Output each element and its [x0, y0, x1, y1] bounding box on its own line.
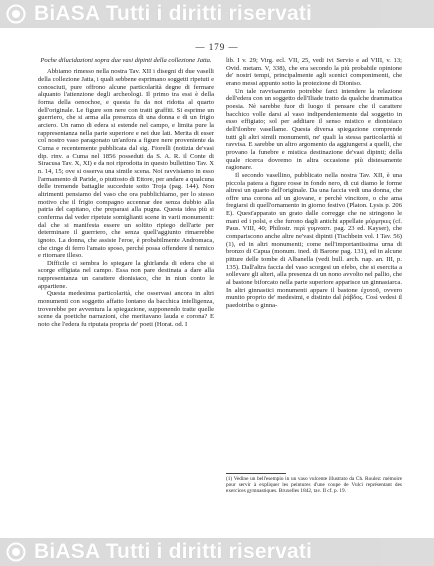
biasa-logo-icon [6, 542, 26, 562]
watermark-text: BiASA Tutti i diritti riservati [34, 540, 313, 563]
paragraph: Questa medesima particolarità, che osservasi ancora in altri monumenti con soggetto affatto lontano da bacchica intelligenza, troverebbe per avventura la spiegazione, supponendo tratte quelle scene da poetiche narrazioni, che meritavano lauda e corona? E noto che l'edera fu riputata propria de' poeti (Horat. od. I [38, 290, 214, 329]
right-column [226, 57, 402, 310]
footnote: (1) Vedine un bell'esempio in un vaso vulcente illustrato da Ch. Roulez: mémoire pour servir à expliquer les peintures d'une coupe de Vulci représentant des exercices gymnastiques. Bruxelles 1842, tav. II cf. p. 19. [226, 476, 402, 495]
article-title: Poche dilucidazioni sopra due vasi dipinti della collezione Jatta. [40, 57, 212, 64]
watermark-text: BiASA Tutti i diritti riservati [34, 2, 313, 25]
paragraph: Un tale ravvisamento potrebbe farci intendere la relazione dell'edera con un soggetto dell'Iliade tratto da qualche drammatica poesia. Nè sarebbe fuor di luogo il pensare che il carattere bacchico volle darsi al vaso indipendentemente dal soggetto in esso effigiato; sol per additare il senso mistico e dionisiaco dell'ilonbre vasellame. Questa diversa spiegazione comprende tutti gli altri simili monumenti, ne' quali la stessa particolarità si ravvisa. E sarebbe un altro argomento da aggiungersi a quelli, che provano la funebre e mistica destinazione de'vasi dipinti; della quale ricerca dovremo in altra occasione più distesamente ragionare. [226, 87, 402, 172]
watermark-banner-bottom [0, 538, 434, 566]
paragraph: Difficile ci sembra lo spiegare la ghirlanda di edera che si scorge effigiata nel campo. Essa non pare destinata a dare alla rappresentanza un carattere dionisiaco, che in niun conto le appartiene. [38, 259, 214, 290]
paragraph: Abbiamo rimesso nella nostra Tav. XII i disegni di due vaselli della collezione Jatta, i quali sebbene esprimano soggetti ripetuti e conosciuti, pure offrono alcune particolarità degne di fermare alquanto l'attenzione degli archeologi. Il primo tra essi è della forma della oenochoe, e questa fu da noi ridotta al quarto dell'originale. Le figure son nere con tratti graffiti. Si esprime un guerriero, che si arma alla presenza di una donna e di un frigio arciero. Un ramo di edera si estende nel campo, e limita pure la rappresentanza nella parte superiore e nei due lati. Merita di esser col nostro vaso paragonato un'anfora a figure nere proveniente da Cuma e recentemente pubblicata dal sig. Fiorelli (notizia de'vasi dip. rinv. a Cuma nel 1856 posseduti da S. A. R. il Conte di Siracusa Tav. X, XI) e da noi riprodotta in questo bullettino Tav. X n. 14, 15; ove si osserva una simile scena. Noi ravvisiamo in esso l'armamento di Paride, o piuttosto di Ettore, per andare a qualcuna delle tremende battaglie succedute sotto Troja (pag. 144). Non altrimenti pensiamo del vaso che ora pubblichiamo, per lo stesso motivo che il frigio compagno accennar dee senza dubbio alla patria del capitano, che preparasi alla pugna. Questa idea più si conferma dal veder ripetute somiglianti scene in varii monumenti: dal che si manifesta essere un soltito ripiego dell'arte per determinare il guerriero, che senza quell'aggiunto rimarrebbe ignoto. La donna, che assiste l'eroe, è probabilmente Andromaca, che cinge di ferro l'amato sposo, perché possa offendere il nemico e ritornare illeso. [38, 68, 214, 260]
paragraph: Il secondo vasellino, pubblicato nella nostra Tav. XII, è una piccola patera a figure rosse in fondo nero, di cui diamo le forme altresi un quarto dell'originale. Da una faccia vedi una donna, che offre una corona ad un giovane, e perchè vincitore, o che ama fregiarsi di quell'ornamento in giorno festivo (Platon. Lysis p. 206 E). Quest'apparato un grato dalle corregge che ne stringono le mani ed i polsi, e che furono dagli antichi appellate μύρμηκες (cf. Paus. VIII, 40; Philostr. περὶ γυμναστ. pag. 23 ed. Kayser), che compariscono anche altre ne'vasi dipinti (Tischbein vol. I Tav. 56) (1), ed in altri monumenti; come nell'importantissima urna di bronzo di Capua (monum. ined. di Barone pag. 131), ed in alcune pitture delle tombe di Albanella (vedi bull. arch. nap. an. III, p. 135). Dall'altra faccia del vaso scorgesi un efebo, che si esercita a sollevare gli alteri, alla presenza di un nono avvolto nel pallio, che al bastone biforcato nella parte superiore appariscе un ginnasiarca. In altri ginnastici monumenti appare il bastone ἐχυτοῦ, ovvero munito proprio de' medesimi, e distinto dal ῥάβδος. Così vedesi il paedotriba o ginna- [226, 171, 402, 309]
watermark-banner-top [0, 0, 434, 28]
left-column [38, 57, 214, 329]
footnote-divider [226, 473, 286, 474]
page-number: — 179 — [195, 42, 239, 52]
paragraph: lib. I v. 29; Virg. ecl. VII, 25, vedi ivi Servio e ad VIII, v. 13; Ovid. metam. V, 338), che era secondo la più probabile opinione de' nostri tempi, principalmente agli scenici componimenti, che erano messi appunto sotto la protezione di Dioniso. [226, 57, 402, 87]
biasa-logo-icon [6, 4, 26, 24]
